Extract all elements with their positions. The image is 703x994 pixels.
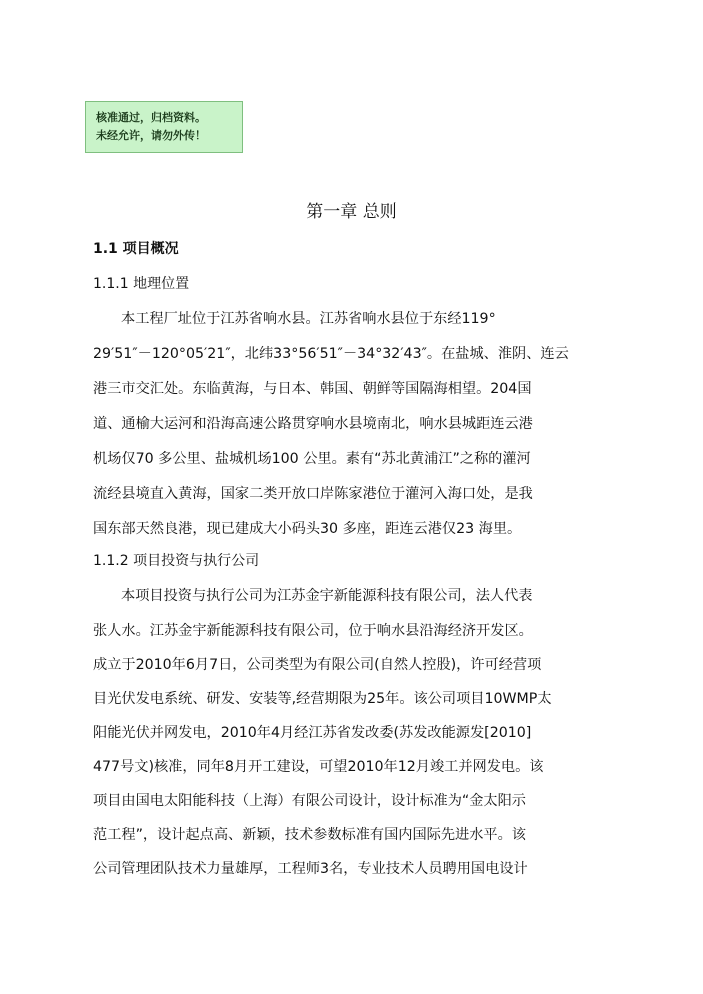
subsection-heading-company: 1.1.2 项目投资与执行公司 xyxy=(93,553,260,569)
paragraph-line: 机场仅70 多公里、盐城机场100 公里。素有“苏北黄浦江”之称的灌河 xyxy=(93,451,531,467)
paragraph-line: 范工程”，设计起点高、新颖，技术参数标准有国内国际先进水平。该 xyxy=(93,827,526,843)
paragraph-line: 29′51″－120°05′21″，北纬33°56′51″－34°32′43″。在盐城、淮阴、连云 xyxy=(93,346,569,362)
paragraph-line: 目光伏发电系统、研发、安装等,经营期限为25年。该公司项目10WMP太 xyxy=(93,691,552,707)
paragraph-line: 流经县境直入黄海，国家二类开放口岸陈家港位于灌河入海口处，是我 xyxy=(93,486,533,502)
paragraph-line: 本项目投资与执行公司为江苏金宇新能源科技有限公司，法人代表 xyxy=(121,588,533,604)
paragraph-line: 公司管理团队技术力量雄厚，工程师3名，专业技术人员聘用国电设计 xyxy=(93,861,528,877)
subsection-heading-location: 1.1.1 地理位置 xyxy=(93,276,190,292)
paragraph-line: 港三市交汇处。东临黄海，与日本、韩国、朝鲜等国隔海相望。204国 xyxy=(93,381,532,397)
approval-stamp xyxy=(85,101,243,153)
paragraph-line: 国东部天然良港，现已建成大小码头30 多座，距连云港仅23 海里。 xyxy=(93,521,522,537)
paragraph-line: 项目由国电太阳能科技（上海）有限公司设计，设计标准为“金太阳示 xyxy=(93,793,526,809)
paragraph-line: 477号文)核准，同年8月开工建设，可望2010年12月竣工并网发电。该 xyxy=(93,759,544,775)
stamp-line-2: 未经允许，请勿外传！ xyxy=(96,129,206,142)
section-heading: 1.1 项目概况 xyxy=(93,241,179,257)
paragraph-line: 道、通榆大运河和沿海高速公路贯穿响水县境南北，响水县城距连云港 xyxy=(93,416,533,432)
paragraph-line: 本工程厂址位于江苏省响水县。江苏省响水县位于东经119° xyxy=(121,311,496,327)
stamp-line-1: 核准通过，归档资料。 xyxy=(96,111,206,124)
paragraph-line: 阳能光伏并网发电，2010年4月经江苏省发改委(苏发改能源发[2010] xyxy=(93,725,532,741)
paragraph-line: 张人水。江苏金宇新能源科技有限公司，位于响水县沿海经济开发区。 xyxy=(93,623,533,639)
paragraph-line: 成立于2010年6月7日，公司类型为有限公司(自然人控股)，许可经营项 xyxy=(93,657,542,673)
chapter-title: 第一章 总则 xyxy=(306,202,397,222)
